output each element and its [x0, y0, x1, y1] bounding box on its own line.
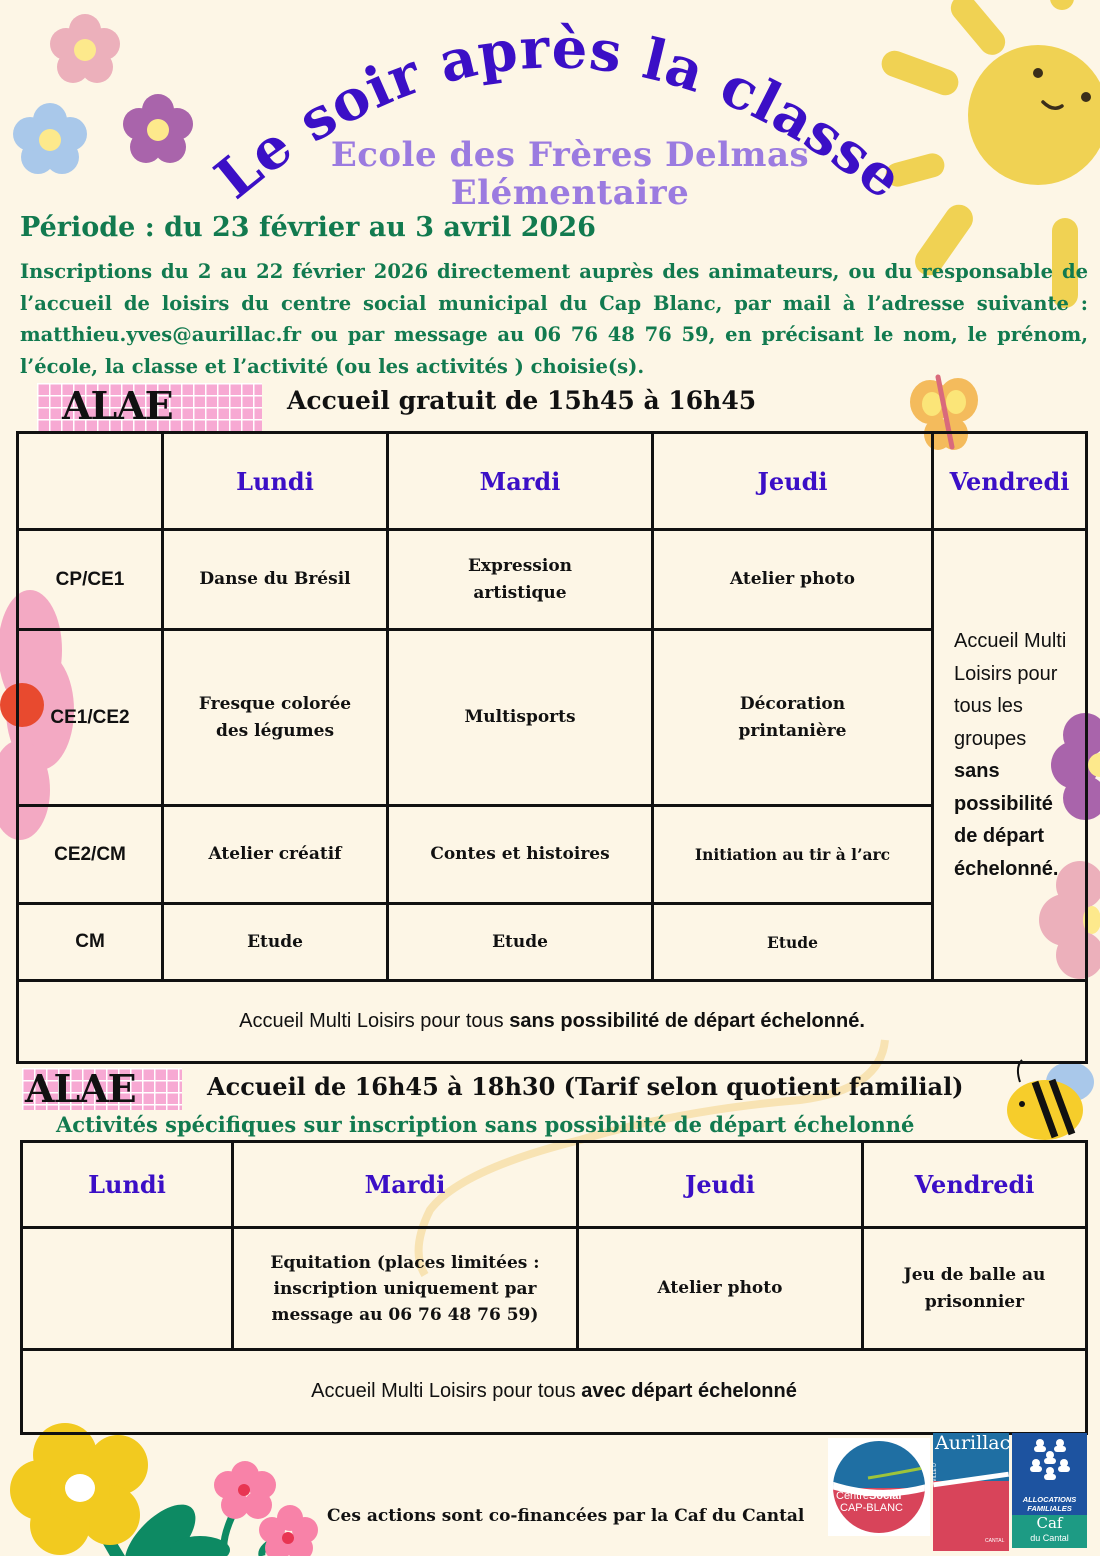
section1-title: Accueil gratuit de 15h45 à 16h45 — [287, 386, 757, 415]
logo-centre-social — [828, 1438, 930, 1536]
school-level: Elémentaire — [450, 173, 690, 213]
flower-pink-icon — [45, 10, 125, 90]
day-mardi: Mardi — [388, 433, 653, 530]
activity-cell: Contes et histoires — [388, 806, 653, 904]
table-row — [18, 530, 1087, 630]
footer-note-text: Accueil Multi Loisirs pour tous — [239, 1010, 510, 1032]
activity-cell: Etude — [388, 904, 653, 981]
day-lundi: Lundi — [22, 1142, 233, 1228]
footer-note-bold: sans possibilité de départ échelonné. — [509, 1010, 865, 1032]
funding-text: Ces actions sont co-financées par la Caf du Cantal — [327, 1506, 805, 1526]
logo-caf-text: Caf — [1036, 1514, 1063, 1532]
activity-cell: Atelier photo — [653, 530, 933, 630]
logo-aurillac — [933, 1433, 1009, 1548]
activity-cell: Initiation au tir à l’arc — [653, 806, 933, 904]
flower-blue-icon — [8, 100, 92, 180]
page-title-text: Le soir après la classe — [202, 15, 916, 213]
table-header-row — [22, 1142, 1087, 1228]
bee-icon — [1000, 1052, 1100, 1147]
friday-note-text: Accueil Multi Loisirs pour tous les groupes — [954, 630, 1067, 750]
activity-cell — [233, 1228, 578, 1350]
schedule-table-2 — [20, 1140, 1088, 1435]
period-text: Période : du 23 février au 3 avril 2026 — [20, 212, 596, 243]
activity-text: Jeu de balle au prisonnier — [903, 1264, 1046, 1312]
group-label: CP/CE1 — [18, 530, 163, 630]
footer-note-bold: avec départ échelonné — [581, 1380, 797, 1402]
activity-text: Décoration printanière — [738, 693, 847, 741]
activity-cell: Multisports — [388, 630, 653, 806]
section2-title: Accueil de 16h45 à 18h30 (Tarif selon quotient familial) — [207, 1072, 964, 1101]
activity-cell: Atelier photo — [578, 1228, 863, 1350]
school-name: Ecole des Frères Delmas — [330, 135, 810, 175]
activity-cell: Etude — [653, 904, 933, 981]
activity-cell — [388, 530, 653, 630]
section2-subtitle: Activités spécifiques sur inscription sans possibilité de départ échelonné — [56, 1112, 915, 1137]
activity-cell-empty — [22, 1228, 233, 1350]
footer-note-text: Accueil Multi Loisirs pour tous — [311, 1380, 582, 1402]
day-lundi: Lundi — [163, 433, 388, 530]
day-mardi: Mardi — [233, 1142, 578, 1228]
logo-cantal-text: CANTAL — [985, 1538, 1005, 1544]
friday-note-bold: sans possibilité de départ échelonné. — [954, 760, 1059, 880]
logo-familiales-text: FAMILIALES — [1027, 1504, 1072, 1513]
schedule-table-1 — [16, 431, 1088, 1064]
logo-aurillac-text: Aurillac — [935, 1432, 1011, 1454]
activity-cell: Danse du Brésil — [163, 530, 388, 630]
activity-cell: Etude — [163, 904, 388, 981]
activity-text: Equitation (places limitées : inscription uniquement par message au 06 76 48 76 59) — [270, 1252, 540, 1325]
table-row — [18, 904, 1087, 981]
group-label: CE2/CM — [18, 806, 163, 904]
activity-cell: Atelier créatif — [163, 806, 388, 904]
section1-footer-note — [18, 981, 1087, 1063]
activity-text: Fresque colorée des légumes — [198, 693, 352, 741]
table-header-row — [18, 433, 1087, 530]
table-footer-row — [18, 981, 1087, 1063]
alae-label-1: ALAE — [62, 383, 173, 428]
activity-cell — [653, 630, 933, 806]
logo-caf — [1012, 1433, 1087, 1548]
table-row — [18, 630, 1087, 806]
activity-text: Expression artistique — [467, 555, 573, 603]
section2-footer-note — [22, 1350, 1087, 1434]
day-vendredi: Vendredi — [863, 1142, 1087, 1228]
day-jeudi: Jeudi — [578, 1142, 863, 1228]
alae-label-2: ALAE — [25, 1066, 136, 1111]
corner-cell — [18, 433, 163, 530]
activity-cell — [163, 630, 388, 806]
inscriptions-text: Inscriptions du 2 au 22 février 2026 directement auprès des animateurs, ou du responsable de l’accueil de loisirs du centre social municipal du Cap Blanc, par mail à l’adresse suivante : matthieu.yves@aurillac.fr ou par message au 06 76 48 76 59, en précisant le nom, le prénom, l’école, la classe et l’activité (ou les activités ) choisie(s). — [20, 260, 1088, 378]
caf-family-icon — [1026, 1437, 1074, 1481]
activity-cell — [863, 1228, 1087, 1350]
logo-du-cantal-text: du Cantal — [1030, 1533, 1069, 1543]
logo-centre-social-text: CentreSocial — [836, 1490, 902, 1502]
table-row — [22, 1228, 1087, 1350]
day-jeudi: Jeudi — [653, 433, 933, 530]
logo-ville-text: VILLE D' — [931, 1462, 938, 1482]
table-footer-row — [22, 1350, 1087, 1434]
table-row — [18, 806, 1087, 904]
day-vendredi: Vendredi — [933, 433, 1087, 530]
group-label: CE1/CE2 — [18, 630, 163, 806]
friday-note — [933, 530, 1087, 981]
group-label: CM — [18, 904, 163, 981]
logo-cap-blanc-text: CAP-BLANC — [840, 1502, 903, 1514]
logo-allocations-text: ALLOCATIONS — [1022, 1495, 1077, 1504]
